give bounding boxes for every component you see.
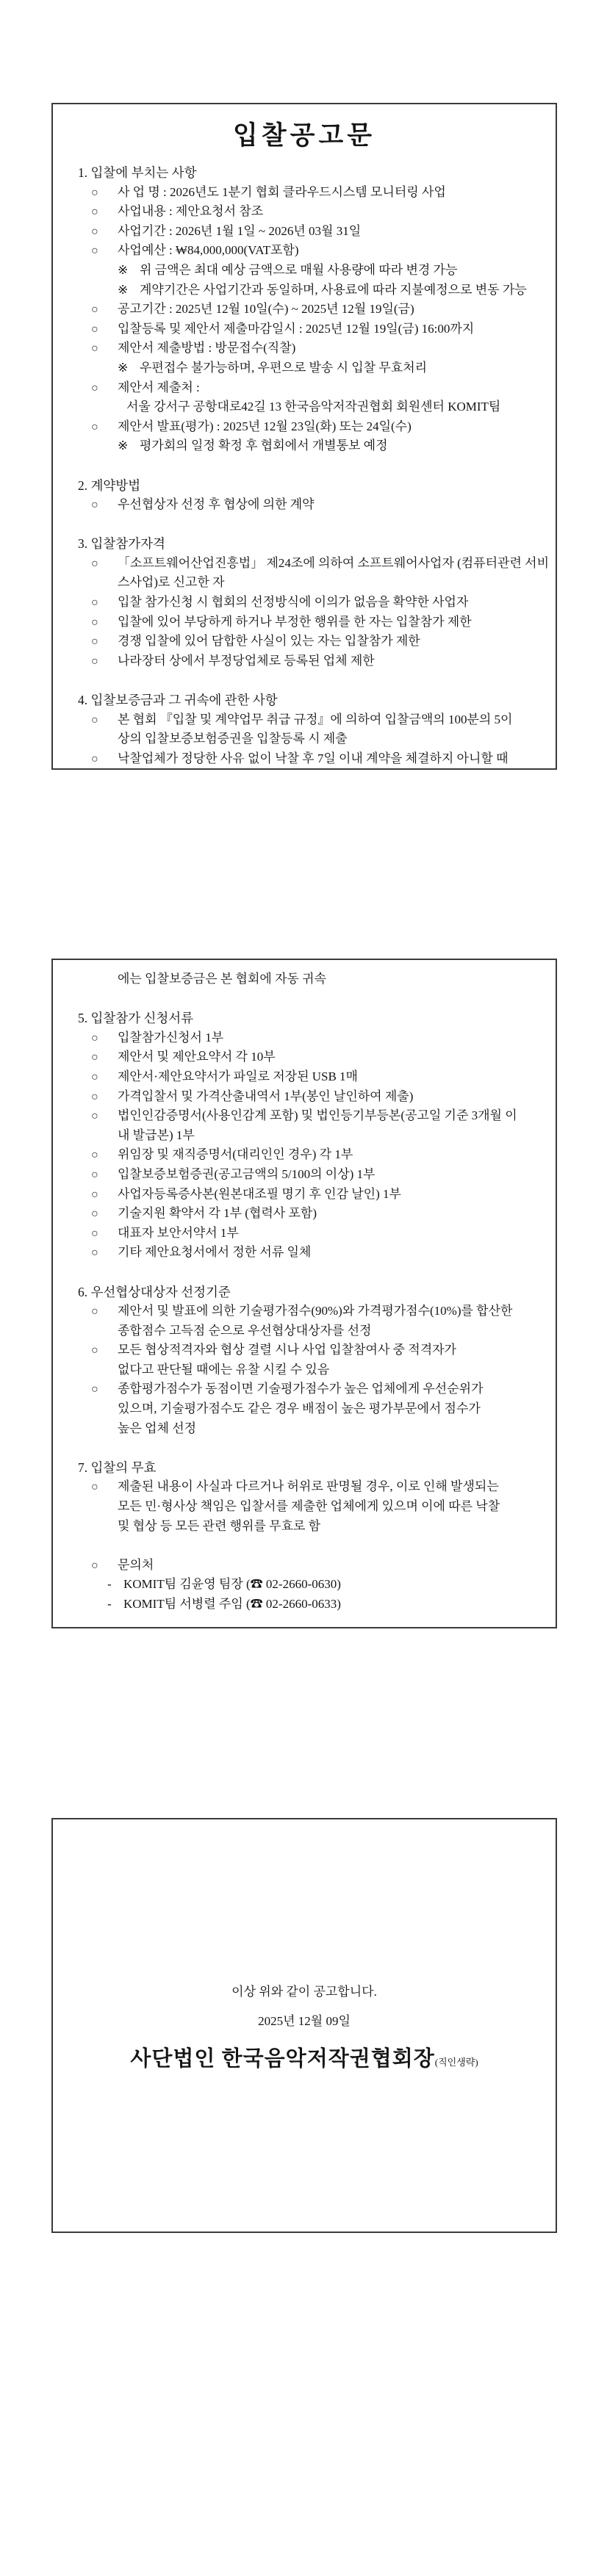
circle-bullet-icon: ○ (91, 1168, 98, 1181)
section-3-heading (53, 534, 556, 554)
section-5-heading (53, 1009, 556, 1028)
business-budget-item (53, 241, 556, 261)
circle-bullet-icon: ○ (91, 1031, 98, 1045)
qualification-item-4 (53, 632, 556, 652)
section-2-heading (53, 476, 556, 496)
budget-note-1 (53, 261, 556, 281)
line-text: 입찰 참가신청 시 협회의 선정방식에 이의가 없음을 확약한 사업자 (118, 595, 469, 610)
circle-bullet-icon: ○ (91, 1149, 98, 1162)
line-text: 4. 입찰보증금과 그 귀속에 관한 사항 (78, 693, 278, 708)
selection-item-2 (53, 1341, 556, 1360)
line-text: 제출된 내용이 사실과 다르거나 허위로 판명될 경우, 이로 인해 발생되는 (118, 1479, 499, 1494)
closing-statement (53, 1982, 556, 2002)
dash-marker: - (107, 1577, 112, 1592)
circle-bullet-icon: ○ (91, 1559, 98, 1572)
line-text: 이상 위와 같이 공고합니다. (231, 1985, 377, 1999)
line-text: 기술지원 확약서 각 1부 (협력사 포함) (118, 1206, 317, 1221)
line-text: 기타 제안요청서에서 정한 서류 일체 (118, 1245, 312, 1260)
circle-bullet-icon: ○ (91, 1090, 98, 1103)
circle-bullet-icon: ○ (91, 1070, 98, 1083)
circle-bullet-icon: ○ (91, 616, 98, 629)
section-7-heading (53, 1458, 556, 1478)
line-text: 계약기간은 사업기간과 동일하며, 사용료에 따라 지불예정으로 변동 가능 (140, 282, 527, 297)
evaluation-note (53, 436, 556, 456)
line-text: 6. 우선협상대상자 선정기준 (78, 1284, 231, 1299)
document-title (53, 115, 556, 163)
qualification-item-3 (53, 613, 556, 632)
line-text: 3. 입찰참가자격 (78, 536, 165, 552)
invalid-item-1-cont1 (53, 1497, 556, 1517)
qualification-item-5 (53, 652, 556, 671)
circle-bullet-icon: ○ (91, 713, 98, 726)
line-text: 법인인감증명서(사용인감계 포함) 및 법인등기부등본(공고일 기준 3개월 이 (118, 1108, 517, 1123)
line-text: 사업예산 : ₩84,000,000(VAT포함) (118, 243, 299, 258)
document-item-1 (53, 1028, 556, 1048)
circle-bullet-icon: ○ (91, 1344, 98, 1357)
submission-address (53, 397, 556, 417)
selection-item-3-cont1 (53, 1399, 556, 1419)
reference-mark-icon: ※ (118, 262, 129, 277)
line-text: 모든 민·형사상 책임은 입찰서를 제출한 업체에게 있으며 이에 따른 낙찰 (118, 1499, 500, 1514)
reference-mark-icon: ※ (118, 360, 129, 375)
line-text: KOMIT팀 김윤영 팀장 (☎ 02-2660-0630) (123, 1577, 341, 1592)
line-text: 사업자등록증사본(원본대조필 명기 후 인감 날인) 1부 (118, 1186, 401, 1201)
circle-bullet-icon: ○ (91, 499, 98, 512)
line-text: 제안서·제안요약서가 파일로 저장된 USB 1매 (118, 1069, 358, 1083)
line-text: 입찰보증보험증권(공고금액의 5/100의 이상) 1부 (118, 1166, 376, 1181)
blank-line (53, 671, 556, 690)
line-text: 제안서 제출처 : (118, 380, 200, 394)
line-text: 공고기간 : 2025년 12월 10일(수) ~ 2025년 12월 19일(금) (118, 302, 414, 317)
line-text: 사단법인 한국음악저작권협회장 (130, 2047, 435, 2071)
announcement-date (53, 2012, 556, 2032)
line-text: 입찰등록 및 제안서 제출마감일시 : 2025년 12월 19일(금) 16:00까지 (118, 321, 475, 336)
circle-bullet-icon: ○ (91, 1481, 98, 1494)
line-text: 스사업)로 신고한 자 (118, 575, 225, 590)
line-text: 내 발급본) 1부 (118, 1128, 195, 1142)
invalid-item-1 (53, 1477, 556, 1497)
document-item-7 (53, 1165, 556, 1185)
circle-bullet-icon: ○ (91, 303, 98, 317)
line-text: 있으며, 기술평가점수도 같은 경우 배점이 높은 평가부문에서 점수가 (118, 1401, 481, 1416)
line-text: 및 협상 등 모든 관련 행위를 무효로 함 (118, 1518, 321, 1533)
line-text: 제안서 발표(평가) : 2025년 12월 23일(화) 또는 24일(수) (118, 419, 412, 433)
page-box-1 (51, 103, 557, 770)
selection-item-3-cont2 (53, 1419, 556, 1439)
document-item-10 (53, 1224, 556, 1244)
line-text: 2025년 12월 09일 (258, 2013, 351, 2028)
line-text: 제안서 및 제안요약서 각 10부 (118, 1050, 276, 1064)
line-text: 7. 입찰의 무효 (78, 1460, 157, 1475)
circle-bullet-icon: ○ (91, 1383, 98, 1396)
issuer-signature (53, 2043, 556, 2075)
business-name-item (53, 183, 556, 203)
line-text: 입찰에 있어 부당하게 하거나 부정한 행위를 한 자는 입찰참가 제한 (118, 614, 472, 629)
line-text: 위 금액은 최대 예상 금액으로 매월 사용량에 따라 변경 가능 (140, 262, 458, 277)
line-text: 높은 업체 선정 (118, 1421, 197, 1435)
circle-bullet-icon: ○ (91, 1110, 98, 1123)
submission-method-item (53, 339, 556, 358)
submission-place-item (53, 378, 556, 398)
line-text: 1. 입찰에 부치는 사항 (78, 165, 197, 180)
line-text: 사업기간 : 2026년 1월 1일 ~ 2026년 03월 31일 (118, 223, 362, 238)
section-1-heading (53, 163, 556, 183)
blank-line (53, 989, 556, 1009)
line-text: 제안서 및 발표에 의한 기술평가점수(90%)와 가격평가점수(10%)를 합산한 (118, 1304, 513, 1318)
line-text: 경쟁 입찰에 있어 담합한 사실이 있는 자는 입찰참가 제한 (118, 634, 420, 649)
contact-heading (53, 1556, 556, 1576)
line-text: 문의처 (118, 1557, 154, 1572)
section-4-heading (53, 690, 556, 710)
qualification-item-2 (53, 593, 556, 613)
deposit-item-2-cont (53, 970, 556, 989)
selection-item-3 (53, 1379, 556, 1399)
reference-mark-icon: ※ (118, 282, 129, 297)
selection-item-1-cont (53, 1321, 556, 1341)
document-item-11 (53, 1243, 556, 1263)
line-text: 낙찰업체가 정당한 사유 없이 낙찰 후 7일 이내 계약을 체결하지 아니할 때 (118, 751, 509, 765)
line-text: 위임장 및 재직증명서(대리인인 경우) 각 1부 (118, 1147, 353, 1162)
document-item-3 (53, 1067, 556, 1087)
dash-marker: - (107, 1597, 112, 1611)
blank-line (53, 1263, 556, 1282)
document-item-2 (53, 1047, 556, 1067)
line-text: KOMIT팀 서병렬 주임 (☎ 02-2660-0633) (123, 1597, 341, 1611)
reference-mark-icon: ※ (118, 439, 129, 453)
selection-item-2-cont (53, 1360, 556, 1380)
line-text: 우선협상자 선정 후 협상에 의한 계약 (118, 497, 315, 512)
circle-bullet-icon: ○ (91, 1208, 98, 1221)
line-text: 입찰참가신청서 1부 (118, 1030, 224, 1045)
circle-bullet-icon: ○ (91, 654, 98, 668)
line-text: 5. 입찰참가 신청서류 (78, 1011, 194, 1026)
invalid-item-1-cont2 (53, 1517, 556, 1537)
line-text: 가격입찰서 및 가격산출내역서 1부(봉인 날인하여 제출) (118, 1089, 414, 1103)
document-item-6 (53, 1145, 556, 1165)
deposit-item-2 (53, 749, 556, 769)
circle-bullet-icon: ○ (91, 1188, 98, 1201)
budget-note-2 (53, 281, 556, 300)
business-content-item (53, 202, 556, 222)
deposit-item-1-cont (53, 729, 556, 749)
deadline-item (53, 320, 556, 339)
line-text: 서울 강서구 공항대로42길 13 한국음악저작권협회 회원센터 KOMIT팀 (126, 400, 501, 414)
document-item-4 (53, 1087, 556, 1107)
line-text: 「소프트웨어산업진흥법」 제24조에 의하여 소프트웨어사업자 (컴퓨터관련 서비 (118, 555, 549, 570)
mail-note (53, 358, 556, 378)
qualification-item-1 (53, 554, 556, 574)
blank-line (53, 1438, 556, 1458)
line-text: 없다고 판단될 때에는 유찰 시킬 수 있음 (118, 1362, 330, 1377)
line-text: 사 업 명 : 2026년도 1분기 협회 클라우드시스템 모니터링 사업 (118, 184, 446, 199)
contact-1 (53, 1575, 556, 1595)
line-text: 대표자 보안서약서 1부 (118, 1225, 239, 1240)
line-text: 종합평가점수가 동점이면 기술평가점수가 높은 업체에게 우선순위가 (118, 1382, 484, 1396)
page-box-3 (51, 1818, 557, 2233)
circle-bullet-icon: ○ (91, 225, 98, 238)
business-period-item (53, 222, 556, 242)
line-text: 사업내용 : 제안요청서 참조 (118, 204, 264, 219)
line-text: 상의 입찰보증보험증권을 입찰등록 시 제출 (118, 732, 348, 746)
line-text: 종합점수 고득점 순으로 우선협상대상자를 선정 (118, 1323, 372, 1338)
line-text: 평가회의 일정 확정 후 협회에서 개별통보 예정 (140, 439, 388, 453)
circle-bullet-icon: ○ (91, 1227, 98, 1240)
circle-bullet-icon: ○ (91, 245, 98, 258)
circle-bullet-icon: ○ (91, 322, 98, 336)
circle-bullet-icon: ○ (91, 635, 98, 649)
presentation-item (53, 417, 556, 437)
circle-bullet-icon: ○ (91, 1305, 98, 1318)
blank-line (53, 1536, 556, 1556)
circle-bullet-icon: ○ (91, 596, 98, 610)
contract-method-item (53, 495, 556, 515)
selection-item-1 (53, 1302, 556, 1321)
circle-bullet-icon: ○ (91, 752, 98, 765)
line-text: 나라장터 상에서 부정당업체로 등록된 업체 제한 (118, 653, 375, 668)
qualification-item-1-cont (53, 573, 556, 593)
line-text: 본 협회 『입찰 및 계약업무 취급 규정』에 의하여 입찰금액의 100분의 5이 (118, 712, 513, 726)
line-text: 우편접수 불가능하며, 우편으로 발송 시 입찰 무효처리 (140, 360, 428, 375)
notice-period-item (53, 300, 556, 320)
circle-bullet-icon: ○ (91, 1051, 98, 1064)
document-item-5 (53, 1106, 556, 1126)
contact-2 (53, 1595, 556, 1614)
document-item-8 (53, 1185, 556, 1205)
line-text: 모든 협상적격자와 협상 결렬 시나 사업 입찰참여사 중 적격자가 (118, 1343, 456, 1357)
page-box-2 (51, 959, 557, 1628)
document-item-5-cont (53, 1126, 556, 1146)
circle-bullet-icon: ○ (91, 342, 98, 356)
circle-bullet-icon: ○ (91, 381, 98, 394)
section-6-heading (53, 1282, 556, 1302)
deposit-item-1 (53, 710, 556, 730)
line-text: 입찰공고문 (232, 121, 376, 150)
circle-bullet-icon: ○ (91, 557, 98, 570)
blank-line (53, 515, 556, 535)
blank-line (53, 456, 556, 476)
document-item-9 (53, 1204, 556, 1224)
seal-omitted-note: (직인생략) (434, 2057, 478, 2068)
circle-bullet-icon: ○ (91, 186, 98, 199)
line-text: 제안서 제출방법 : 방문접수(직찰) (118, 341, 296, 356)
circle-bullet-icon: ○ (91, 420, 98, 433)
circle-bullet-icon: ○ (91, 206, 98, 219)
line-text: 에는 입찰보증금은 본 협회에 자동 귀속 (118, 972, 327, 986)
line-text: 2. 계약방법 (78, 477, 141, 493)
circle-bullet-icon: ○ (91, 1246, 98, 1260)
